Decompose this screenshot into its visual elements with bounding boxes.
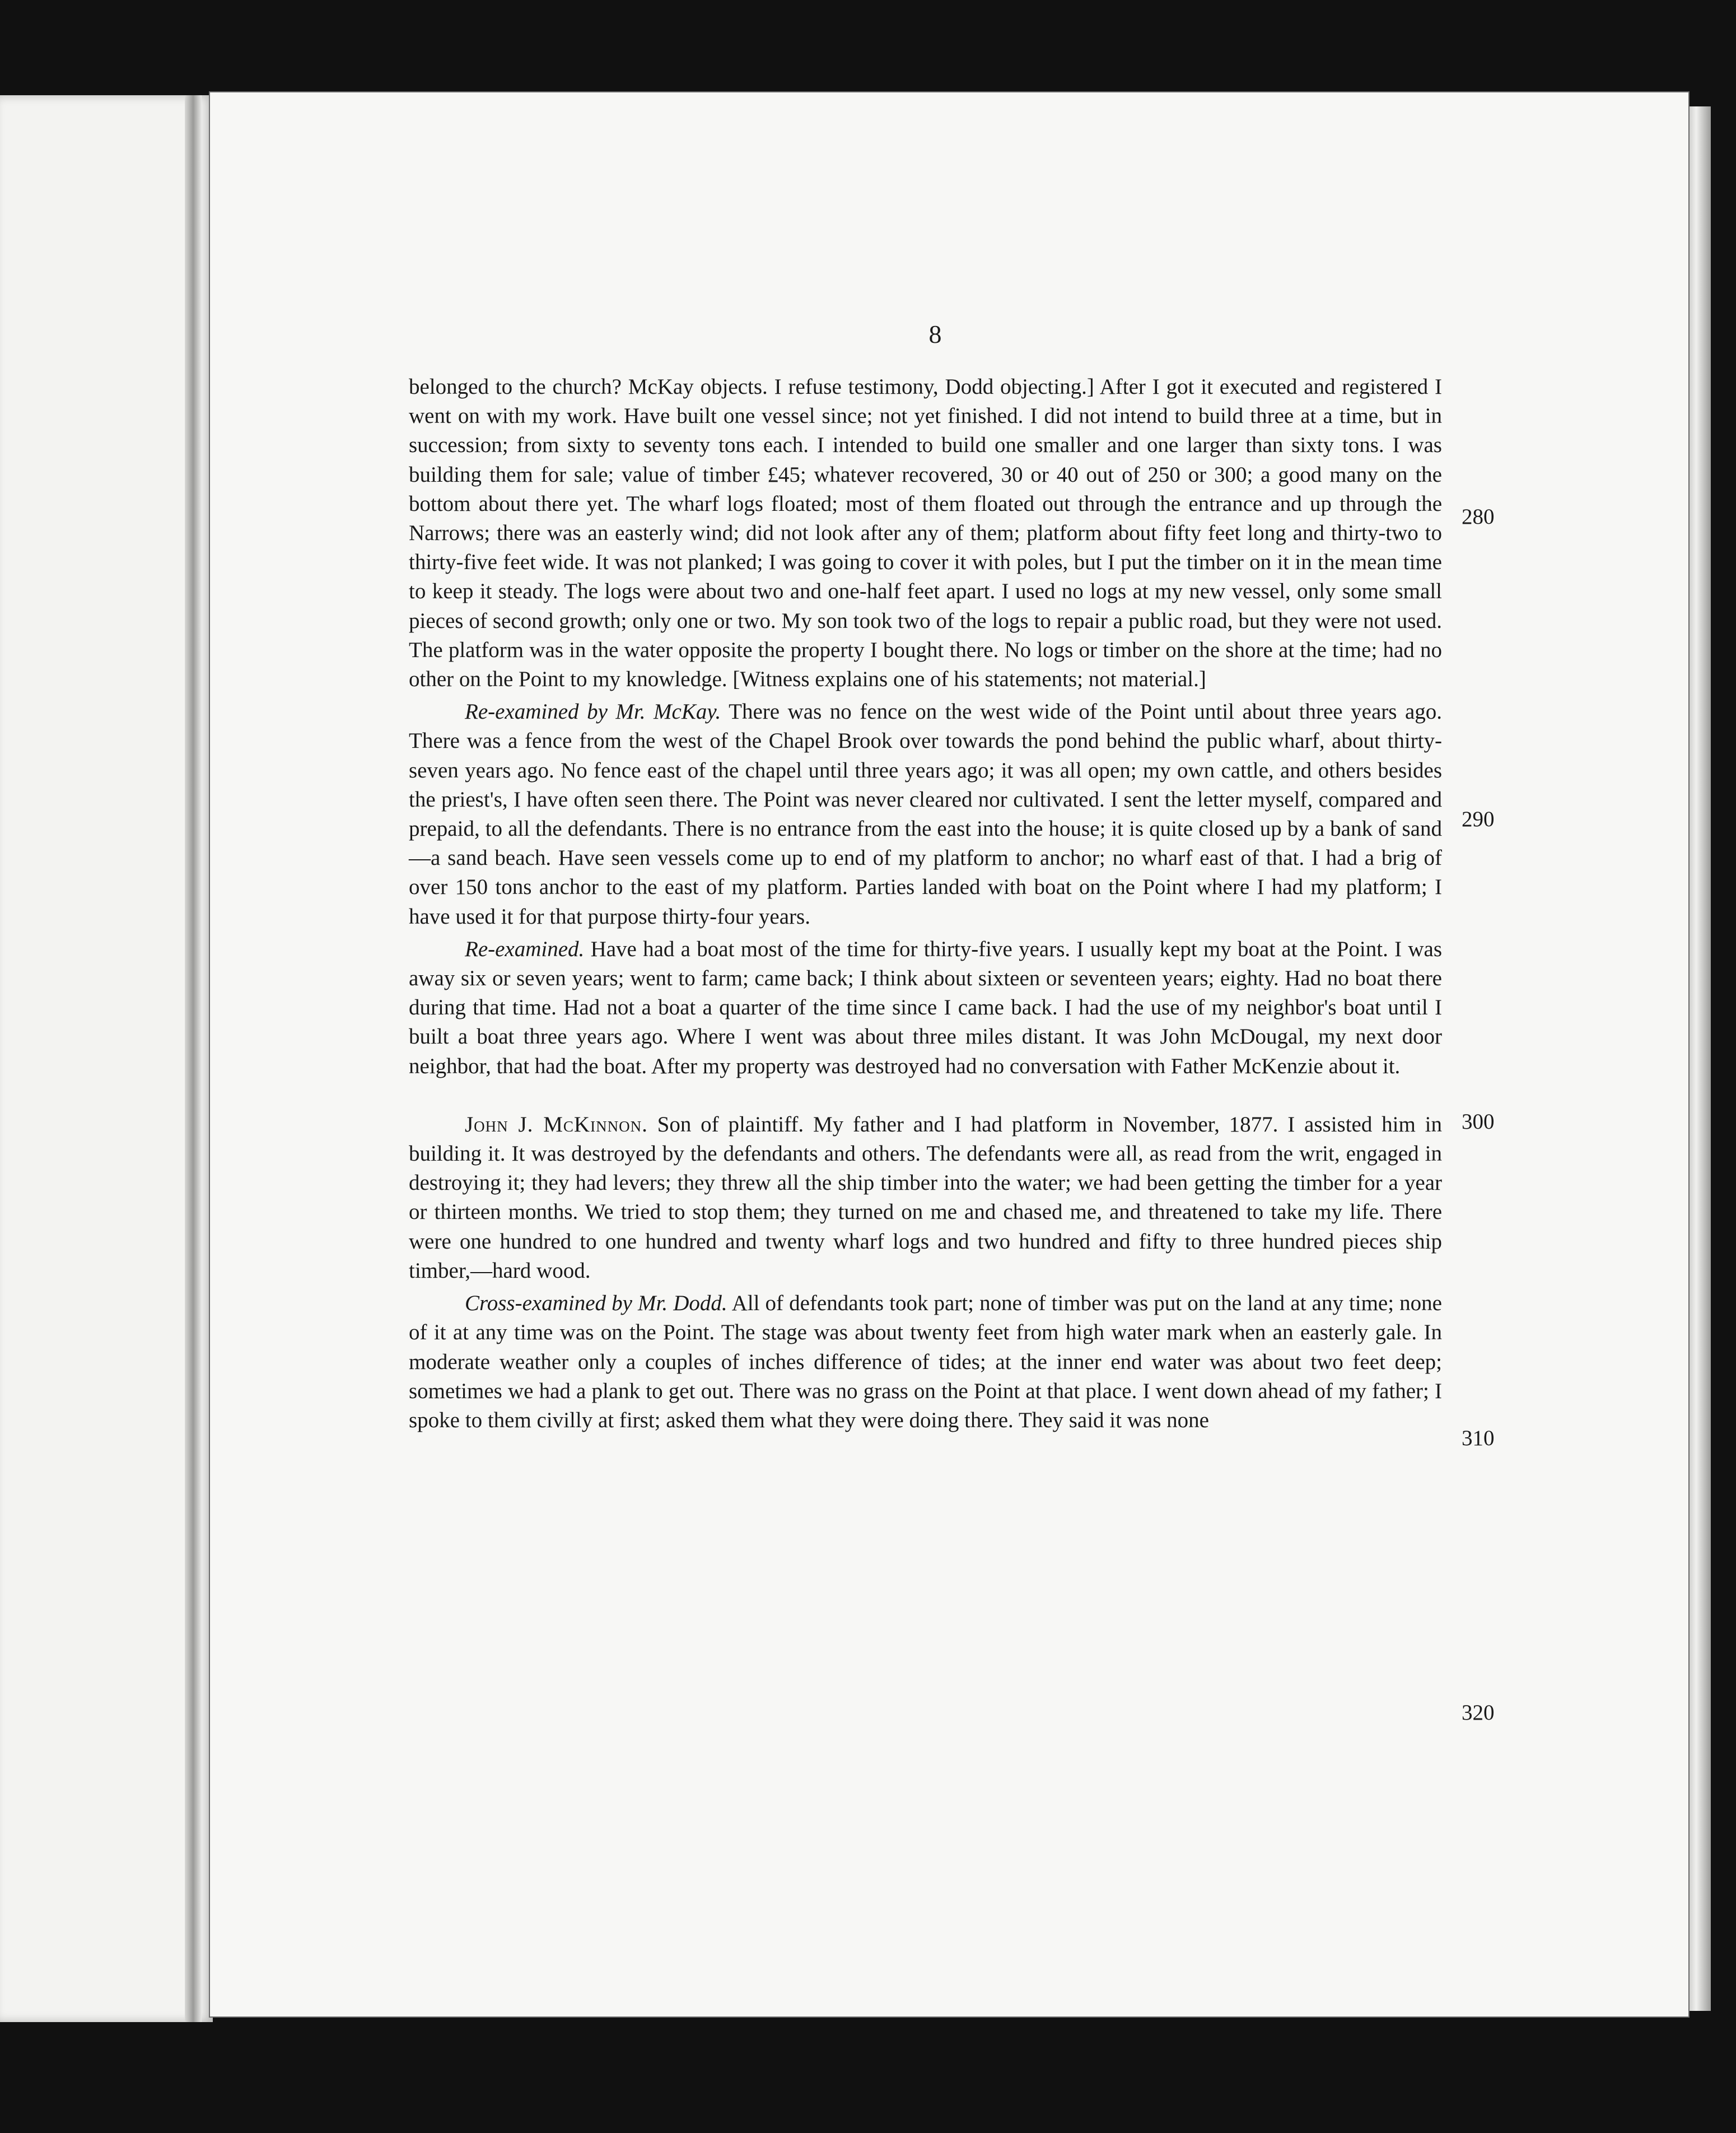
paragraph-5 — [409, 1289, 1442, 1435]
paragraph-2-lead: Re-examined by Mr. McKay. — [465, 700, 721, 724]
paragraph-3 — [409, 935, 1442, 1081]
paragraph-2 — [409, 697, 1442, 932]
facing-page — [0, 95, 213, 2022]
paragraph-5-lead: Cross-examined by Mr. Dodd. — [465, 1291, 727, 1316]
paragraph-1: belonged to the church? McKay objects. I refuse testimony, Dodd objecting.] After I got it executed and registered I went on with my work. Have built one vessel since; not yet finished. I did not intend to build three at a time, but in succession; from sixty to seventy tons each. I intended to build one smaller and one larger than sixty tons. I was building them for sale; value of timber £45; whatever recovered, 30 or 40 out of 250 or 300; a good many on the bottom about there yet. The wharf logs floated; most of them floated out through the entrance and up through the Narrows; there was an easterly wind; did not look after any of them; platform about fifty feet long and thirty-two to thirty-five feet wide. It was not planked; I was going to cover it with poles, but I put the timber on it in the mean time to keep it steady. The logs were about two and one-half feet apart. I used no logs at my new vessel, only some small pieces of second growth; only one or two. My son took two of the logs to repair a public road, but they were not used. The platform was in the water opposite the property I bought there. No logs or timber on the shore at the time; had no other on the Point to my knowledge. [Witness explains one of his statements; not material.] — [409, 375, 1442, 692]
line-number-290: 290 — [1462, 807, 1495, 831]
page-number: 8 — [928, 320, 942, 348]
paragraph-4-body: Son of plaintiff. My father and I had platform in November, 1877. I assisted him in building it. It was destroyed by the defendants and others. The defendants were all, as read from the writ, engaged in destroying it; they had levers; they threw all the ship timber into the water; we had been getting the timber for a year or thirteen months. We tried to stop them; they turned on me and chased me, and threatened to take my life. There were one hundred to one hundred and twenty wharf logs and two hundred and fifty to three hundred pieces ship timber,—hard wood. — [409, 1112, 1443, 1283]
line-number-300: 300 — [1462, 1110, 1495, 1134]
body-text — [409, 372, 1442, 1435]
paragraph-3-lead: Re-examined. — [465, 937, 585, 961]
paragraph-5-body: All of defendants took part; none of timber was put on the land at any time; none of it at any time was on the Point. The stage was about twenty feet from high water mark when an easterly gale. In moderate weather only a couples of inches difference of tides; at the inner end water was about two feet deep; sometimes we had a plank to get out. There was no grass on the Point at that place. I went down ahead of my father; I spoke to them civilly at first; asked them what they were doing there. They said it was none — [409, 1291, 1442, 1432]
line-number-280: 280 — [1462, 505, 1495, 529]
line-number-310: 310 — [1462, 1426, 1495, 1450]
line-number-320: 320 — [1462, 1701, 1495, 1725]
witness-name: John J. McKinnon. — [465, 1112, 648, 1137]
paragraph-4 — [409, 1110, 1442, 1286]
paragraph-3-body: Have had a boat most of the time for thirty-five years. I usually kept my boat at the Point. I was away six or seven years; went to farm; came back; I think about sixteen or seventeen years; eighty. Had no boat there during that time. Had not a boat a quarter of the time since I came back. I had the use of my neighbor's boat until I built a boat three years ago. Where I went was about three miles distant. It was John McDougal, my next door neighbor, that had the boat. After my property was destroyed had no conversation with Father McKenzie about it. — [409, 937, 1442, 1078]
paragraph-2-body: There was no fence on the west wide of the Point until about three years ago. There was a fence from the west of the Chapel Brook over towards the pond behind the public wharf, about thirty-seven years ago. No fence east of the chapel until three years ago; it was all open; my own cattle, and others besides the priest's, I have often seen there. The Point was never cleared nor cultivated. I sent the letter myself, compared and prepaid, to all the defendants. There is no entrance from the east into the house; it is quite closed up by a bank of sand—a sand beach. Have seen vessels come up to end of my platform to anchor; no wharf east of that. I had a brig of over 150 tons anchor to the east of my platform. Parties landed with boat on the Point where I had my platform; I have used it for that purpose thirty-four years. — [409, 700, 1443, 929]
book-gutter — [185, 95, 202, 2022]
